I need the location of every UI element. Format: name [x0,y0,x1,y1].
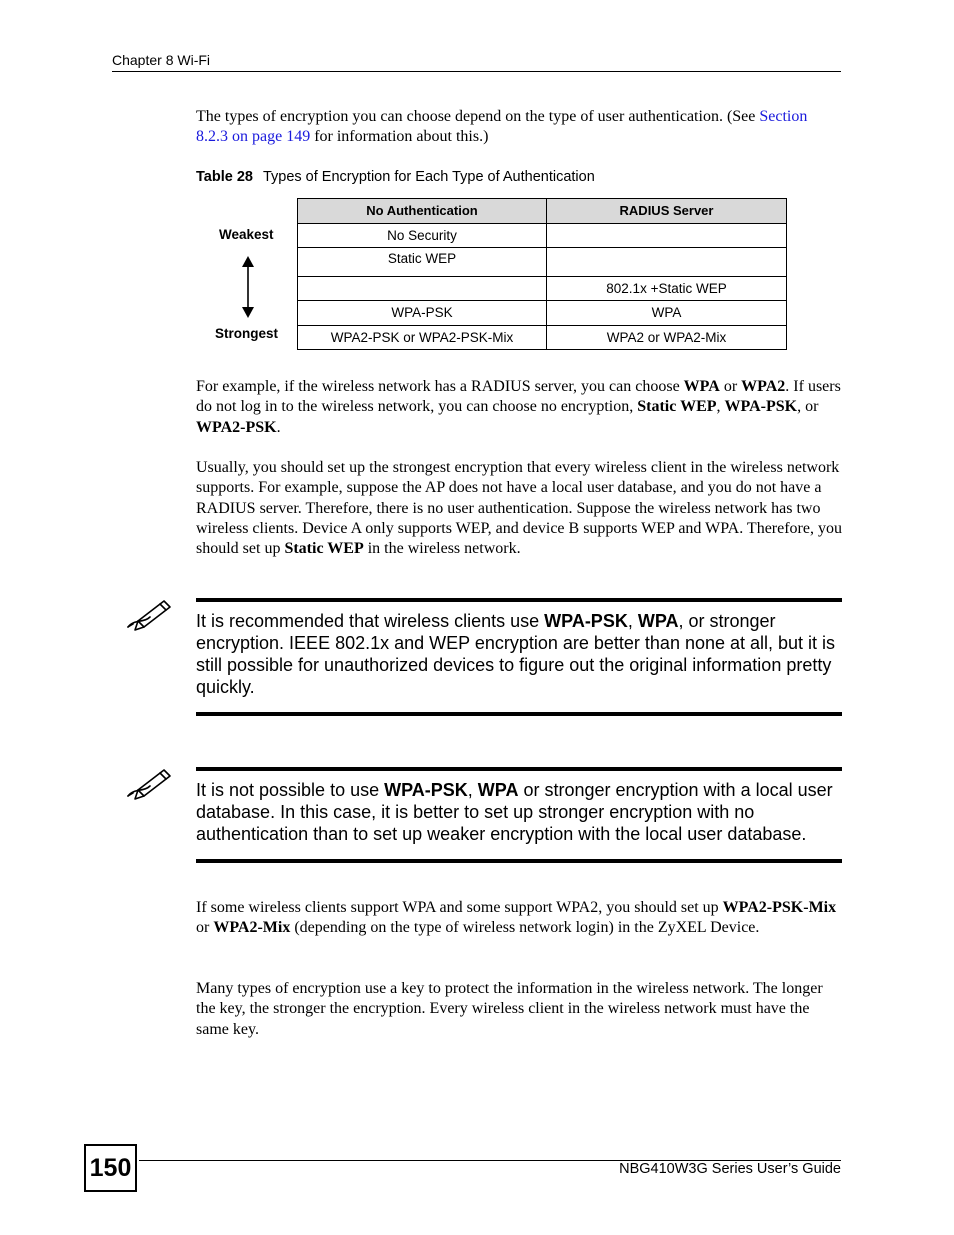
guide-title: NBG410W3G Series User’s Guide [619,1161,841,1177]
table-cell: WPA2 or WPA2-Mix [547,325,787,350]
note-recommendation [196,610,842,698]
table-row [298,248,787,277]
text-run: , or stronger encryption. IEEE 802.1x and WEP encryption are better than none at all, but it is still possible for unauthorized devices to figure out the original information pretty quickly. [196,611,836,697]
text-run: It is recommended that wireless clients use [196,611,545,631]
text-run: , [716,398,725,416]
table-row [298,223,787,248]
bold-term: WPA-PSK [384,780,468,800]
note-bottom-rule [196,859,842,863]
mixed-clients-paragraph [196,898,842,939]
table-cell: Static WEP [298,248,547,277]
note-pen-icon [124,766,174,802]
text-run: , or [797,398,819,416]
table-header-row [298,199,787,224]
text-run: or stronger encryption with a local user database. In this case, it is better to set up stronger encryption with no authentication than to set up weaker encryption with the local user database. [196,780,833,844]
page-number: 150 [84,1144,137,1192]
table-cell [298,276,547,301]
bold-term: WPA2-PSK [196,418,277,436]
encryption-table [297,198,787,350]
text-run: in the wireless network. [363,540,521,558]
bold-term: WPA2 [741,378,786,395]
text-run: or [196,919,214,937]
table-caption [196,169,595,185]
text-run: Usually, you should set up the strongest encryption that every wireless client in the wireless network supports. For example, suppose the AP does not have a local user database, and you do not have a RADIUS server. Therefore, there is no user authentication. Suppose the wireless network has two wireless clients. Device A only supports WEP, and device B supports WEP and WPA. Therefore, you should set up [196,459,842,558]
bold-term: WPA [637,611,679,631]
strongest-label: Strongest [215,326,279,341]
intro-text-before: The types of encryption you can choose depend on the type of user authentication. (See [196,108,760,125]
table-row [298,276,787,301]
weakest-label: Weakest [219,227,274,242]
bold-term: WPA-PSK [724,398,798,416]
table-cell: 802.1x +Static WEP [547,276,787,301]
text-run: For example, if the wireless network has a RADIUS server, you can choose [196,378,684,395]
table-cell: WPA-PSK [298,301,547,326]
note-top-rule [196,598,842,602]
bold-term: WPA [683,378,720,395]
note-pen-icon [124,597,174,633]
table-cell: WPA2-PSK or WPA2-PSK-Mix [298,325,547,350]
intro-paragraph [196,107,842,148]
table-row [298,301,787,326]
text-run: or [719,378,742,395]
text-run: (depending on the type of wireless network login) in the ZyXEL Device. [290,919,760,937]
note-top-rule [196,767,842,771]
chapter-header: Chapter 8 Wi-Fi [112,52,211,68]
header-rule [112,71,841,72]
bold-term: Static WEP [637,398,717,416]
table-cell [547,248,787,277]
section-link[interactable]: Section 8.2.3 on page 149 [196,108,808,146]
table-cell: No Security [298,223,547,248]
strongest-encryption-paragraph [196,458,842,559]
double-arrow-icon [240,256,256,318]
text-run: . If users do not log in to the wireless network, you can choose no encryption, [196,378,841,416]
header-no-authentication: No Authentication [298,199,547,224]
bold-term: WPA2-PSK-Mix [722,899,837,916]
table-cell: WPA [547,301,787,326]
bold-term: WPA2-Mix [213,919,291,937]
example-paragraph [196,377,842,438]
note-bottom-rule [196,712,842,716]
text-run: If some wireless clients support WPA and some support WPA2, you should set up [196,899,723,916]
bold-term: WPA-PSK [544,611,628,631]
text-run: , [627,611,638,631]
table-row [298,325,787,350]
header-radius-server: RADIUS Server [547,199,787,224]
bold-term: WPA [477,780,519,800]
text-run: It is not possible to use [196,780,385,800]
key-paragraph: Many types of encryption use a key to protect the information in the wireless network. The longer the key, the stronger the encryption. Every wireless client in the wireless network must have the same key. [196,980,823,1038]
note-local-database [196,779,842,845]
table-caption-label: Table 28 [196,169,253,185]
text-run: . [276,418,281,436]
table-cell [547,223,787,248]
text-run: , [467,780,478,800]
bold-term: Static WEP [284,540,364,558]
intro-text-after: for information about this.) [310,128,489,146]
table-caption-text: Types of Encryption for Each Type of Authentication [262,169,595,185]
